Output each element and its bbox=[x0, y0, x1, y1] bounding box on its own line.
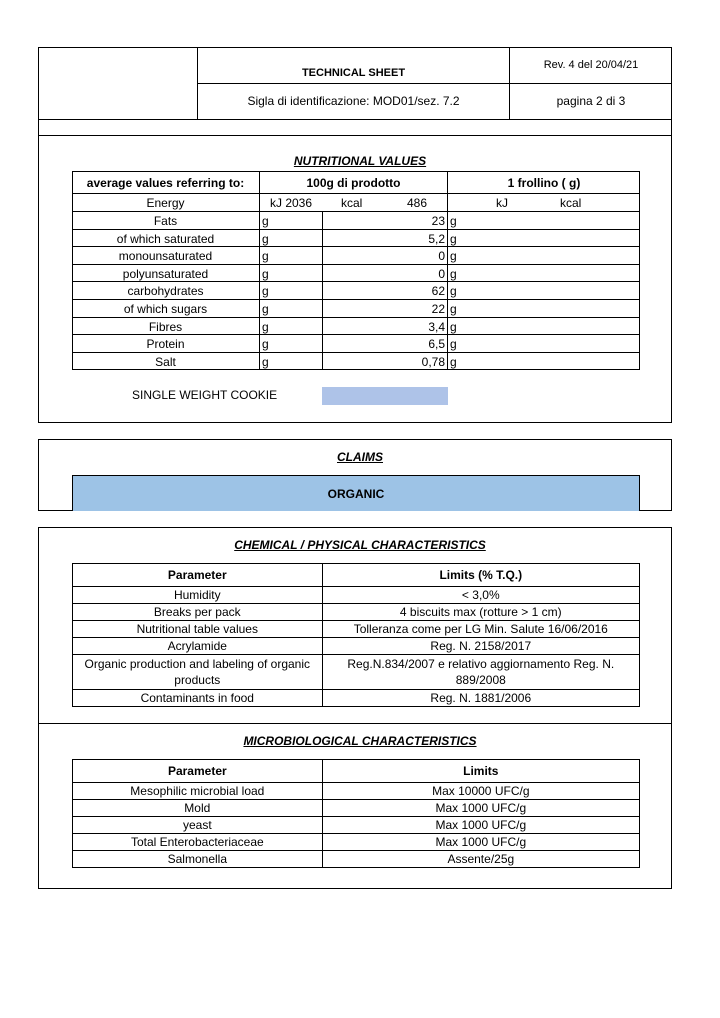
nutrient-value: 3,4 bbox=[428, 319, 445, 334]
chem-col-param: Parameter bbox=[73, 564, 323, 587]
table-cell: Max 1000 UFC/g bbox=[322, 834, 639, 851]
nutrient-unit-piece: g bbox=[450, 283, 457, 298]
nutrient-label: monounsaturated bbox=[118, 248, 213, 263]
nutrient-label: carbohydrates bbox=[127, 283, 204, 298]
table-cell: Nutritional table values bbox=[73, 621, 323, 638]
nutrient-label: Salt bbox=[155, 354, 176, 369]
micro-title: MICROBIOLOGICAL CHARACTERISTICS bbox=[243, 734, 477, 748]
table-cell: Max 10000 UFC/g bbox=[322, 783, 639, 800]
nt-energy-kcal-label: kcal bbox=[341, 195, 363, 210]
header-bottom-line bbox=[38, 119, 672, 120]
table-cell: Breaks per pack bbox=[73, 604, 323, 621]
nutrient-value: 5,2 bbox=[428, 231, 445, 246]
table-cell: Reg. N. 1881/2006 bbox=[322, 690, 639, 707]
nt-col-piece: 1 frollino ( g) bbox=[507, 175, 581, 190]
nutrient-unit-piece: g bbox=[450, 301, 457, 316]
cell-line: Organic production and labeling of organic bbox=[84, 657, 311, 671]
claims-value: ORGANIC bbox=[72, 475, 640, 511]
revision-label: Rev. 4 del 20/04/21 bbox=[543, 59, 639, 71]
table-cell: Tolleranza come per LG Min. Salute 16/06/2016 bbox=[322, 621, 639, 638]
nt-energy-kcal-value: 486 bbox=[407, 195, 428, 210]
micro-col-param: Parameter bbox=[73, 760, 323, 783]
table-cell bbox=[73, 655, 323, 690]
table-cell: Salmonella bbox=[73, 851, 323, 868]
chemical-title: CHEMICAL / PHYSICAL CHARACTERISTICS bbox=[234, 538, 486, 552]
table-cell bbox=[322, 655, 639, 690]
nutrient-value: 6,5 bbox=[428, 336, 445, 351]
nt-col-label: average values referring to: bbox=[86, 175, 245, 190]
nutrient-value: 62 bbox=[431, 283, 445, 298]
page-number: pagina 2 di 3 bbox=[556, 94, 626, 108]
nutritional-title: NUTRITIONAL VALUES bbox=[293, 154, 427, 168]
nt-col-100g: 100g di prodotto bbox=[306, 175, 401, 190]
micro-col-limits: Limits bbox=[322, 760, 639, 783]
table-cell: Max 1000 UFC/g bbox=[322, 800, 639, 817]
nutrient-unit: g bbox=[262, 319, 269, 334]
nutrient-unit-piece: g bbox=[450, 336, 457, 351]
table-cell: Total Enterobacteriaceae bbox=[73, 834, 323, 851]
nutrient-label: Fats bbox=[153, 213, 178, 228]
nutrient-unit: g bbox=[262, 248, 269, 263]
table-cell: yeast bbox=[73, 817, 323, 834]
table-cell: Mold bbox=[73, 800, 323, 817]
cell-line: 889/2008 bbox=[455, 673, 506, 687]
nutrient-value: 22 bbox=[431, 301, 445, 316]
nutrient-unit-piece: g bbox=[450, 266, 457, 281]
nutrient-label: of which saturated bbox=[116, 231, 215, 246]
nutrient-label: Protein bbox=[146, 336, 185, 351]
sheet-title: TECHNICAL SHEET bbox=[301, 67, 406, 79]
nutrient-label: polyunsaturated bbox=[122, 266, 209, 281]
micro-table bbox=[72, 759, 640, 868]
nutrient-unit: g bbox=[262, 354, 269, 369]
nutrient-unit-piece: g bbox=[450, 248, 457, 263]
nutrient-unit-piece: g bbox=[450, 231, 457, 246]
nutrient-label: Fibres bbox=[148, 319, 183, 334]
table-cell: < 3,0% bbox=[322, 587, 639, 604]
nutrient-unit: g bbox=[262, 301, 269, 316]
nutrient-label: of which sugars bbox=[123, 301, 208, 316]
nutrient-unit-piece: g bbox=[450, 354, 457, 369]
single-weight-label: SINGLE WEIGHT COOKIE bbox=[132, 388, 278, 402]
nt-energy-kj: kJ 2036 bbox=[270, 195, 313, 210]
table-cell: Max 1000 UFC/g bbox=[322, 817, 639, 834]
table-cell: Mesophilic microbial load bbox=[73, 783, 323, 800]
table-cell: Humidity bbox=[73, 587, 323, 604]
nutrient-unit: g bbox=[262, 231, 269, 246]
cell-line: Reg.N.834/2007 e relativo aggiornamento Reg. N. bbox=[347, 657, 615, 671]
nutrient-value: 23 bbox=[431, 213, 445, 228]
header-mid-line bbox=[197, 83, 672, 84]
identification-label: Sigla di identificazione: MOD01/sez. 7.2 bbox=[247, 94, 460, 108]
nt-energy-label: Energy bbox=[146, 195, 185, 210]
table-cell: Reg. N. 2158/2017 bbox=[322, 638, 639, 655]
nutrient-unit: g bbox=[262, 266, 269, 281]
nutrient-value: 0 bbox=[438, 266, 445, 281]
nt-energy-piece-kcal: kcal bbox=[560, 195, 582, 210]
nutrient-unit: g bbox=[262, 213, 269, 228]
chemical-table bbox=[72, 563, 640, 707]
nutrient-unit-piece: g bbox=[450, 213, 457, 228]
table-cell: Contaminants in food bbox=[73, 690, 323, 707]
cell-line: products bbox=[174, 673, 221, 687]
single-weight-value-field bbox=[322, 387, 448, 405]
char-divider bbox=[38, 723, 672, 724]
nutrient-unit: g bbox=[262, 336, 269, 351]
table-cell: Assente/25g bbox=[322, 851, 639, 868]
claims-title: CLAIMS bbox=[337, 450, 383, 464]
nutrient-value: 0 bbox=[438, 248, 445, 263]
nutrient-value: 0,78 bbox=[421, 354, 445, 369]
chem-col-limits: Limits (% T.Q.) bbox=[322, 564, 639, 587]
nt-energy-piece-kj: kJ bbox=[496, 195, 508, 210]
nutrient-unit: g bbox=[262, 283, 269, 298]
nutrient-unit-piece: g bbox=[450, 319, 457, 334]
table-cell: Acrylamide bbox=[73, 638, 323, 655]
table-cell: 4 biscuits max (rotture > 1 cm) bbox=[322, 604, 639, 621]
